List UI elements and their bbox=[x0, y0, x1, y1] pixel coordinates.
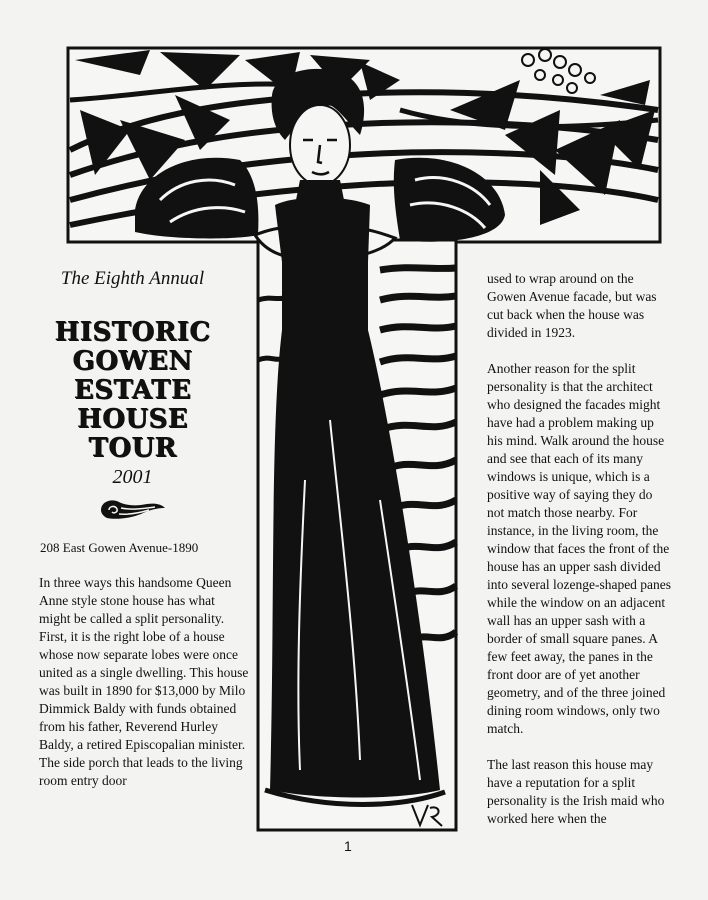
title-line: HISTORIC bbox=[54, 317, 211, 347]
tour-year: 2001 bbox=[112, 466, 153, 488]
body-paragraph: Another reason for the split personality is that the architect who designed the facades might have had a problem making up his mind. Walk around the house and see that each of its many windows is unique, which is a positive way of saying they do not match those nearby. For instance, in the living room, the window that faces the front of the house has an upper sash divided into several lozenge-shaped panes while the window on an adjacent wall has an upper sash with a border of small square panes. A few feet away, the panes in the front door are of yet another geometry, and of the three joined dining room windows, only two match. bbox=[487, 361, 672, 736]
house-address: 208 East Gowen Avenue-1890 bbox=[40, 540, 199, 555]
title-line: ESTATE bbox=[73, 375, 192, 405]
body-paragraph: used to wrap around on the Gowen Avenue facade, but was cut back when the house was divided in 1923. bbox=[487, 271, 657, 340]
page-number: 1 bbox=[344, 838, 352, 854]
edition-subtitle: The Eighth Annual bbox=[60, 268, 205, 289]
shell-ornament-icon bbox=[97, 496, 167, 522]
right-text-column bbox=[487, 270, 672, 828]
title-line: GOWEN bbox=[72, 346, 193, 376]
body-paragraph: The last reason this house may have a reputation for a split personality is the Irish maid who worked here when the bbox=[487, 757, 665, 826]
left-text-column bbox=[39, 574, 249, 790]
body-paragraph: In three ways this handsome Queen Anne style stone house has what might be called a split personality. First, it is the right lobe of a house whose now separate lobes were once united as a single dwelling. This house was built in 1890 for $13,000 by Milo Dimmick Baldy with funds obtained from his father, Reverend Hurley Baldy, a retired Episcopalian minister. The side porch that leads to the living room entry door bbox=[39, 575, 249, 788]
tour-title bbox=[30, 318, 235, 463]
title-line: HOUSE TOUR bbox=[77, 404, 188, 463]
